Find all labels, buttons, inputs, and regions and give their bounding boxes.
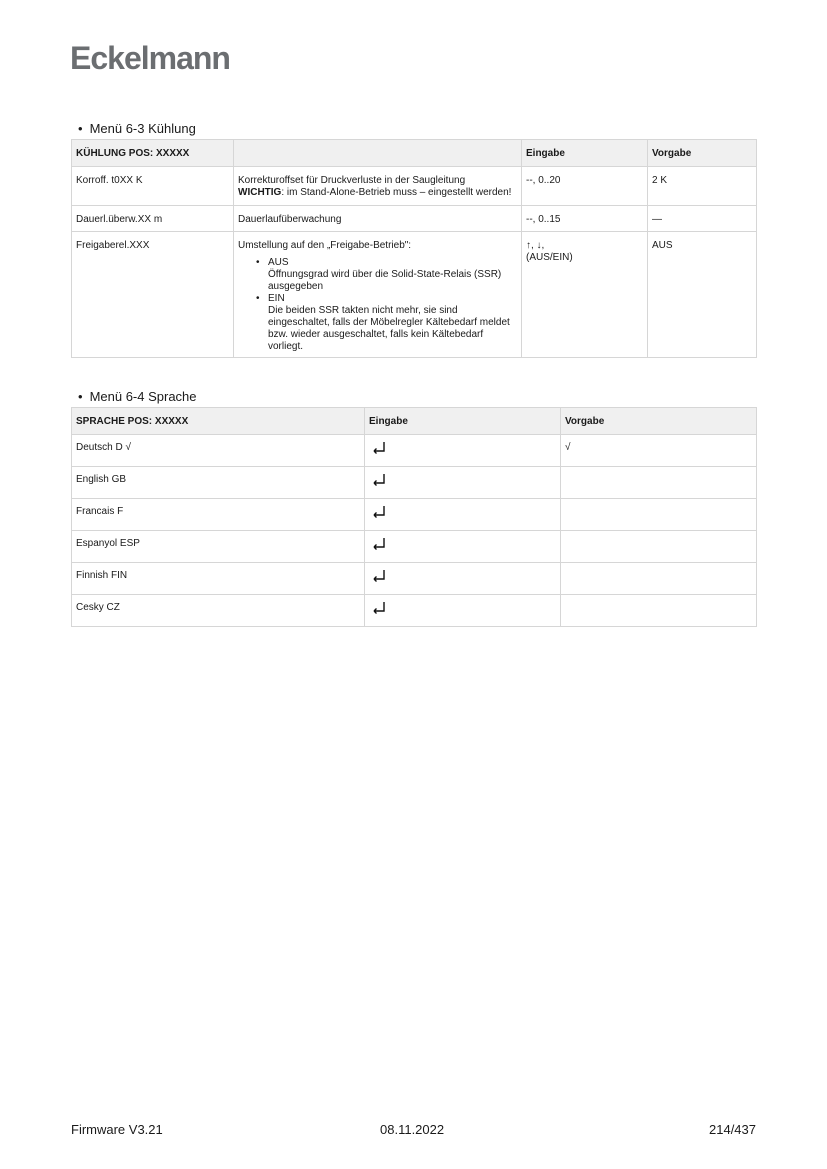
option-text-aus: Öffnungsgrad wird über die Solid-State-Relais (SSR) ausgegeben: [268, 269, 502, 292]
eckelmann-logo: Eckelmann: [70, 40, 230, 76]
kuehlung-table: [71, 139, 757, 358]
row-default: [561, 595, 757, 627]
table-header-row: [72, 140, 757, 167]
warning-text: : im Stand-Alone-Betrieb muss – eingestellt werden!: [281, 187, 512, 198]
section-heading-sprache: [78, 389, 197, 404]
column-header-description: [234, 140, 522, 167]
language-name: Espanyol ESP: [72, 531, 365, 563]
arrow-keys: ↑, ↓,: [526, 240, 545, 251]
table-row: [72, 499, 757, 531]
row-default: √: [561, 435, 757, 467]
language-name: English GB: [72, 467, 365, 499]
table-row: [72, 563, 757, 595]
row-name: Korroff. t0XX K: [72, 167, 234, 206]
row-input: [522, 232, 648, 358]
row-default: 2 K: [648, 167, 757, 206]
column-header-vorgabe: Vorgabe: [561, 408, 757, 435]
option-label-aus: • AUS: [268, 257, 517, 269]
footer-page-number: 214/437: [709, 1122, 756, 1137]
row-input: [365, 435, 561, 467]
section-heading-kuehlung: [78, 121, 196, 136]
language-name: Deutsch D √: [72, 435, 365, 467]
option-text-ein: Die beiden SSR takten nicht mehr, sie sind eingeschaltet, falls der Möbelregler Kältebedarf meldet bzw. wieder ausgeschaltet, falls kein Kältebedarf vorliegt.: [268, 305, 510, 352]
language-name: Francais F: [72, 499, 365, 531]
row-description: [234, 167, 522, 206]
footer-firmware: Firmware V3.21: [71, 1122, 163, 1137]
enter-icon: [372, 569, 386, 583]
warning-label: WICHTIG: [238, 187, 282, 198]
column-header-eingabe: Eingabe: [522, 140, 648, 167]
row-default: AUS: [648, 232, 757, 358]
language-name: Finnish FIN: [72, 563, 365, 595]
row-input: [365, 563, 561, 595]
enter-icon: [372, 505, 386, 519]
option-list: [238, 257, 517, 353]
row-name: Freigaberel.XXX: [72, 232, 234, 358]
column-header-eingabe: Eingabe: [365, 408, 561, 435]
description-text: Umstellung auf den „Freigabe-Betrieb":: [238, 240, 412, 251]
row-name: Dauerl.überw.XX m: [72, 206, 234, 232]
table-row: [72, 595, 757, 627]
row-description: Dauerlaufüberwachung: [234, 206, 522, 232]
language-name: Cesky CZ: [72, 595, 365, 627]
row-description: [234, 232, 522, 358]
row-input: [365, 595, 561, 627]
row-input: [365, 499, 561, 531]
bullet: •: [78, 121, 83, 136]
table-row: [72, 232, 757, 358]
row-input: [365, 467, 561, 499]
footer-date: 08.11.2022: [380, 1122, 445, 1137]
bullet: •: [78, 389, 83, 404]
enter-icon: [372, 537, 386, 551]
row-input: --, 0..20: [522, 167, 648, 206]
column-header-position: KÜHLUNG POS: XXXXX: [72, 140, 234, 167]
table-header-row: [72, 408, 757, 435]
row-input: --, 0..15: [522, 206, 648, 232]
enter-icon: [372, 601, 386, 615]
input-values: (AUS/EIN): [526, 252, 573, 263]
column-header-vorgabe: Vorgabe: [648, 140, 757, 167]
table-row: [72, 467, 757, 499]
table-row: [72, 435, 757, 467]
enter-icon: [372, 473, 386, 487]
section-heading-text: Menü 6-4 Sprache: [89, 389, 197, 404]
description-text: Korrekturoffset für Druckverluste in der Saugleitung: [238, 175, 466, 186]
section-heading-text: Menü 6-3 Kühlung: [89, 121, 196, 136]
sprache-table: [71, 407, 757, 627]
row-default: [561, 531, 757, 563]
row-default: [561, 467, 757, 499]
table-row: [72, 531, 757, 563]
row-default: [561, 499, 757, 531]
column-header-position: SPRACHE POS: XXXXX: [72, 408, 365, 435]
row-default: [561, 563, 757, 595]
row-default: —: [648, 206, 757, 232]
row-input: [365, 531, 561, 563]
option-label-ein: • EIN: [268, 293, 517, 305]
table-row: [72, 206, 757, 232]
table-row: [72, 167, 757, 206]
enter-icon: [372, 441, 386, 455]
